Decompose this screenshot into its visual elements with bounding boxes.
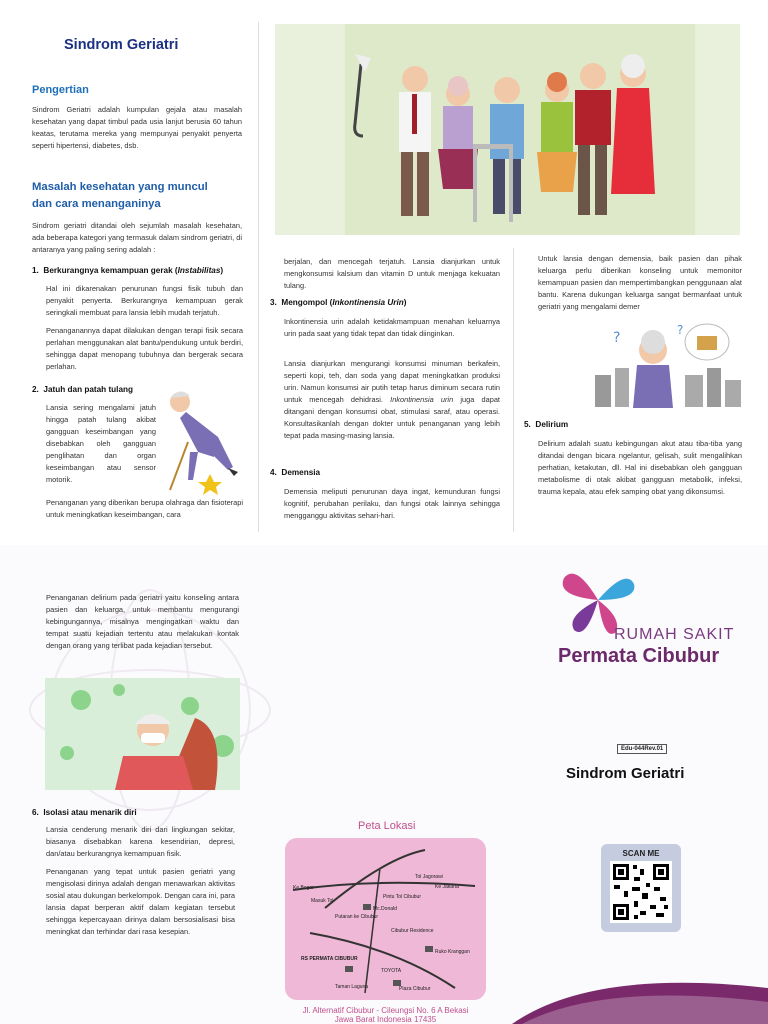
- scan-me-label: SCAN ME: [622, 849, 660, 858]
- map-label-putaran: Putaran ke Cibubur: [335, 914, 379, 920]
- item4-title: 4. Demensia: [270, 468, 321, 477]
- svg-text:?: ?: [613, 330, 621, 346]
- decorative-swoosh: [512, 958, 768, 1024]
- item3-title: 3. Mengompol (Inkontinensia Urin): [270, 298, 407, 307]
- map-label-ke-jakarta: Ke Jakarta: [435, 884, 459, 890]
- qr-code[interactable]: [610, 861, 672, 923]
- item6-p1: Lansia cenderung menarik diri dari lingkungan sekitar, biasanya disebabkan karena kesendirian, depresi, dan/atau berkurangnya kemampuan fisik.: [46, 825, 235, 858]
- map-heading: Peta Lokasi: [358, 820, 416, 832]
- brand-line2: Permata Cibubur: [558, 645, 720, 667]
- item6-p2: Penanganan yang tepat untuk pasien geriatri yang mengisolasi dirinya adalah dengan menawarkan aktivitas sosial atau dukungan berkelompok. Dengan cara ini, para lansia dapat berperan aktif dalam kegiatan tersebut sehingga kepercayaan dirinya dalam bersosialisasi bisa meningkat dan terhindar dari rasa kesepian.: [46, 867, 235, 936]
- qr-card[interactable]: [601, 844, 681, 932]
- location-map[interactable]: [285, 838, 486, 1000]
- item5-title: 5. Delirium: [524, 420, 569, 429]
- item1-p1: Hal ini dikarenakan penurunan fungsi fisik tubuh dan penyakit penyerta. Berkurangnya kemampuan gerak seringkali membuat para lansia lebih mudah terjatuh.: [46, 284, 243, 317]
- delirium-treatment: Penanganan delirium pada geriatri yaitu konseling antara pasien dan keluarga, untuk membantu mengurangi kebingungannya, misalnya mengingatkan waktu dan tempat suatu kejadian tertentu atau melakukan kontak dengan orang yang terlibat pada kejadian tersebut.: [46, 593, 239, 650]
- map-label-mcdonald: Mc.Donald: [373, 906, 397, 912]
- map-label-ruko: Ruko Kranggan: [435, 949, 470, 955]
- elderly-group-illustration: [275, 24, 740, 235]
- item2-p2: Penanganan yang diberikan berupa olahraga dan fisioterapi untuk meningkatkan keseimbangan, cara: [46, 498, 243, 519]
- map-label-pintu-tol: Pintu Tol Cibubur: [383, 894, 421, 900]
- map-label-plaza: Plaza Cibubur: [399, 986, 431, 992]
- masalah-intro: Sindrom geriatri ditandai oleh sejumlah masalah kesehatan, ada beberapa kategori yang termasuk dalam sindrom geriatri, di antaranya yang paling sering adalah :: [32, 221, 242, 254]
- falling-elder-illustration: [158, 382, 248, 497]
- item5-p1: Delirium adalah suatu kebingungan akut atau tiba-tiba yang ditandai dengan bicara ngelantur, gelisah, sulit mengalihkan perhatian, ketakutan, dll. Hal ini disebabkan oleh gangguan metabolisme di otak akibat gangguan metabolik, infeksi, trauma kepala, atau efek samping obat yang dikonsumsi.: [538, 439, 742, 496]
- item1-p2: Penanganannya dapat dilakukan dengan terapi fisik secara perlahan menggunakan alat bantu/pendukung untuk berdiri, sehingga dapat menopang tubuhnya dan bergerak secara perlahan.: [46, 326, 243, 371]
- map-label-residence: Cibubur Residence: [391, 928, 434, 934]
- item2-p1: Lansia sering mengalami jatuh hingga patah tulang akibat gangguan keseimbangan yang disebabkan oleh gangguan penglihatan dan organ keseimbangan atau sensor motorik.: [46, 403, 156, 484]
- masalah-heading: Masalah kesehatan yang muncul dan cara menanganinya: [32, 181, 208, 210]
- svg-text:?: ?: [677, 323, 684, 337]
- confused-elder-illustration: [585, 320, 745, 412]
- isolated-elder-illustration: [45, 678, 240, 790]
- document-code: Edu-044Rev.01: [617, 744, 667, 754]
- brochure-title: Sindrom Geriatri: [566, 765, 685, 782]
- col3-p1: Untuk lansia dengan demensia, baik pasien dan pihak keluarga perlu diberikan konseling untuk memonitor kemampuan pasien dan mempertimbangkan penggunaan alat bantu. Karena dukungan keluarga sangat bermanfaat untuk geriatri yang mengalami demer: [538, 254, 742, 311]
- item2-title: 2. Jatuh dan patah tulang: [32, 385, 134, 394]
- page-title: Sindrom Geriatri: [64, 37, 179, 53]
- map-label-rs: RS PERMATA CIBUBUR: [301, 956, 358, 962]
- col2-continuation: berjalan, dan mencegah terjatuh. Lansia dianjurkan untuk mengkonsumsi kalsium dan vitamin D untuk menjaga kekuatan tulang.: [284, 257, 500, 290]
- map-label-masuk-tol: Masuk Tol: [311, 898, 334, 904]
- item6-title: 6. Isolasi atau menarik diri: [32, 808, 137, 817]
- item4-p1: Demensia meliputi penurunan daya ingat, kemunduran fungsi kognitif, perubahan perilaku, dan fungsi otak lainnya sehingga mengganggu aktivitas sehari-hari.: [284, 487, 500, 520]
- item1-title: 1. Berkurangnya kemampuan gerak (Instabilitas): [32, 266, 224, 275]
- item3-p2: Lansia dianjurkan mengurangi konsumsi minuman berkafein, seperti kopi, teh, dan soda yang dapat meningkatkan produksi urin. Namun konsumsi air putih tetap harus diminum secara rutin untuk mencegah dehidrasi. Inkontinensia urin juga dapat ditangani dengan konsumsi obat, stimulasi saraf, atau operasi. Konsultasikanlah dengan dokter untuk penanganan yang lebih tepat pada masing-masing lansia.: [284, 359, 500, 440]
- map-label-toyota: TOYOTA: [381, 968, 402, 974]
- brand-line1: RUMAH SAKIT: [614, 626, 735, 643]
- address: Jl. Alternatif Cibubur - Cileungsi No. 6 A Bekasi Jawa Barat Indonesia 17435: [302, 1006, 469, 1024]
- pengertian-text: Sindrom Geriatri adalah kumpulan gejala atau masalah kesehatan yang dapat timbul pada usia lanjut berusia 60 tahun keatas, terutama mereka yang mempunyai penyakit penyerta seperti hipertensi, diabetes, dsb.: [32, 105, 242, 150]
- map-label-ke-bogor: Ke Bogor: [293, 885, 314, 891]
- pengertian-heading: Pengertian: [32, 84, 89, 96]
- item3-p1: Inkontinensia urin adalah ketidakmampuan menahan keluarnya urin pada saat yang tidak tepat dan tidak diinginkan.: [284, 317, 500, 338]
- map-label-tol-jagorawi: Tol Jagorawi: [415, 874, 443, 880]
- map-label-taman-laguna: Taman Laguna: [335, 984, 369, 990]
